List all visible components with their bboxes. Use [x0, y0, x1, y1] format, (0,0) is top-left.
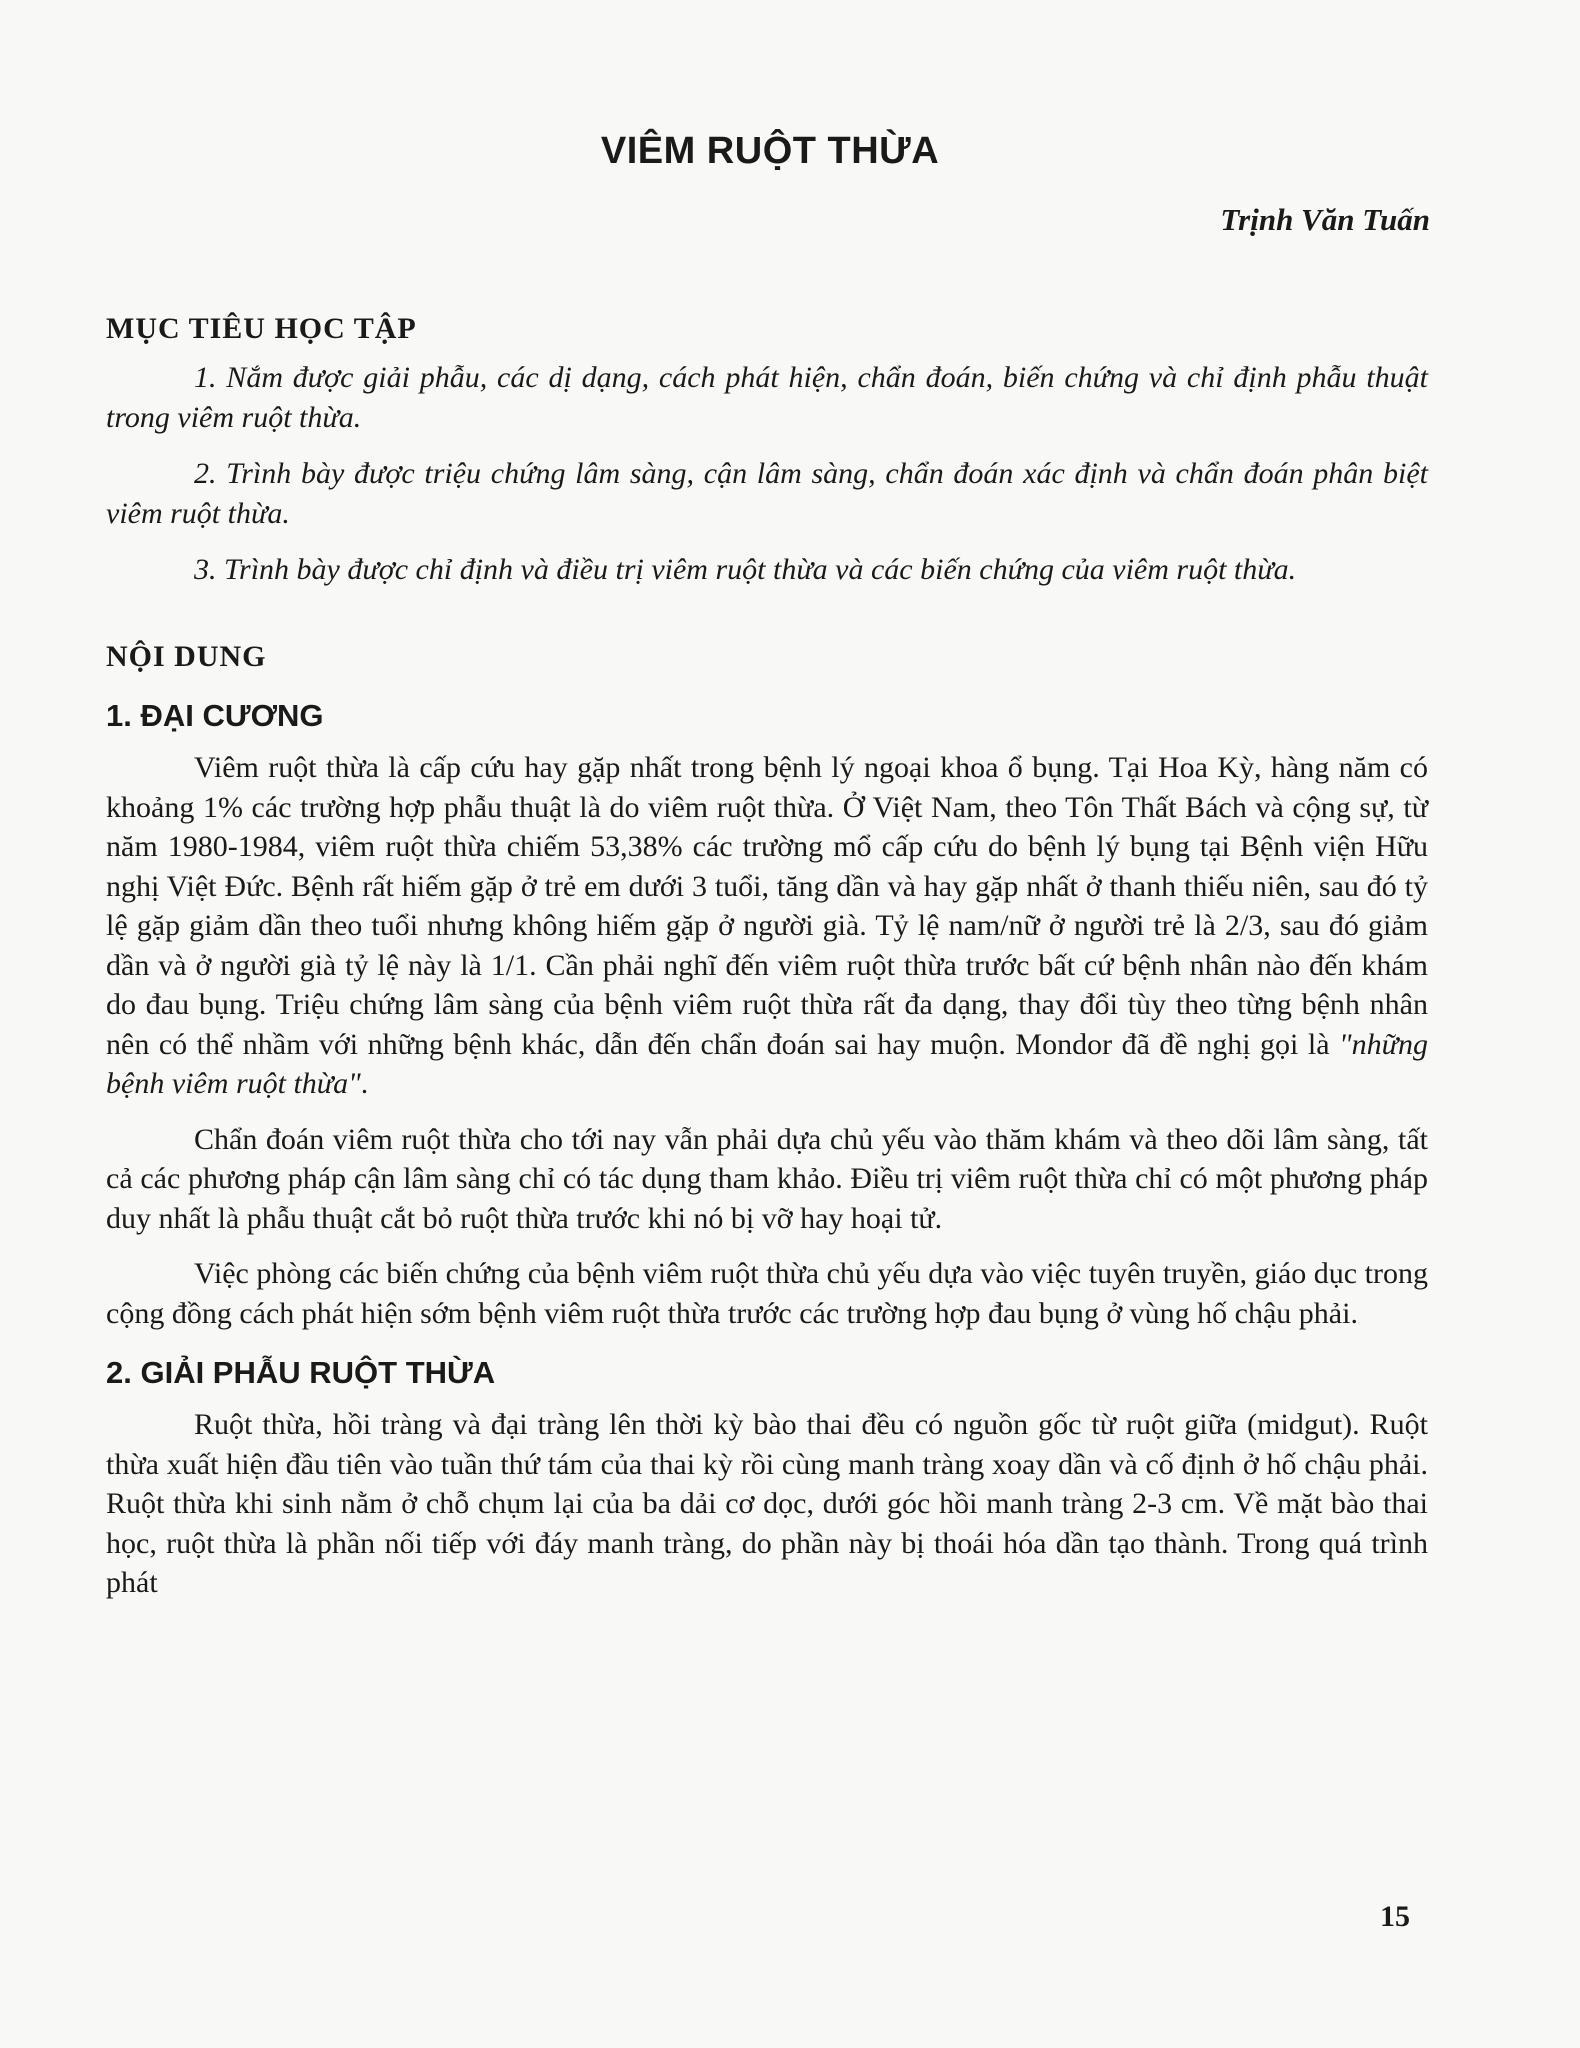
paragraph: Chẩn đoán viêm ruột thừa cho tới nay vẫn phải dựa chủ yếu vào thăm khám và theo dõi lâm sàng, tất cả các phương pháp cận lâm sàng chỉ có tác dụng tham khảo. Điều trị viêm ruột thừa chỉ có một phương pháp duy nhất là phẫu thuật cắt bỏ ruột thừa trước khi nó bị vỡ hay hoại tử.: [106, 1122, 1428, 1235]
content-heading: NỘI DUNG: [106, 640, 267, 673]
author-name: Trịnh Văn Tuấn: [1220, 202, 1430, 237]
section-heading-overview: 1. ĐẠI CƯƠNG: [106, 698, 324, 733]
paragraph-end: .: [360, 1067, 369, 1100]
paragraph: [106, 748, 1428, 1104]
objective-item: 2. Trình bày được triệu chứng lâm sàng, cận lâm sàng, chẩn đoán xác định và chẩn đoán phân biệt viêm ruột thừa.: [106, 457, 1428, 530]
paragraph: Việc phòng các biến chứng của bệnh viêm ruột thừa chủ yếu dựa vào việc tuyên truyền, giáo dục trong cộng đồng cách phát hiện sớm bệnh viêm ruột thừa trước các trường hợp đau bụng ở vùng hố chậu phải.: [106, 1257, 1428, 1330]
quoted-term: "những bệnh viêm ruột thừa": [106, 1027, 1429, 1100]
objective-item: 3. Trình bày được chỉ định và điều trị viêm ruột thừa và các biến chứng của viêm ruột thừa.: [194, 553, 1297, 586]
paragraph-text: Viêm ruột thừa là cấp cứu hay gặp nhất trong bệnh lý ngoại khoa ổ bụng. Tại Hoa Kỳ, hàng năm có khoảng 1% các trường hợp phẫu thuật là do viêm ruột thừa. Ở Việt Nam, theo Tôn Thất Bách và cộng sự, từ năm 1980-1984, viêm ruột thừa chiếm 53,38% các trường mổ cấp cứu do bệnh lý bụng tại Bệnh viện Hữu nghị Việt Đức. Bệnh rất hiếm gặp ở trẻ em dưới 3 tuổi, tăng dần và hay gặp nhất ở thanh thiếu niên, sau đó tỷ lệ gặp giảm dần theo tuổi nhưng không hiếm gặp ở người già. Tỷ lệ nam/nữ ở người trẻ là 2/3, sau đó giảm dần và ở người già tỷ lệ này là 1/1. Cần phải nghĩ đến viêm ruột thừa trước bất cứ bệnh nhân nào đến khám do đau bụng. Triệu chứng lâm sàng của bệnh viêm ruột thừa rất đa dạng, thay đổi tùy theo từng bệnh nhân nên có thể nhầm với những bệnh khác, dẫn đến chẩn đoán sai hay muộn. Mondor đã đề nghị gọi là: [106, 751, 1428, 1061]
section-heading-anatomy: 2. GIẢI PHẪU RUỘT THỪA: [106, 1355, 496, 1390]
objectives-heading: MỤC TIÊU HỌC TẬP: [106, 312, 417, 345]
document-body: [106, 312, 1428, 1619]
paragraph: Ruột thừa, hồi tràng và đại tràng lên thời kỳ bào thai đều có nguồn gốc từ ruột giữa (midgut). Ruột thừa xuất hiện đầu tiên vào tuần thứ tám của thai kỳ rồi cùng manh tràng xoay dần và cố định ở hố chậu phải. Ruột thừa khi sinh nằm ở chỗ chụm lại của ba dải cơ dọc, dưới góc hồi manh tràng 2-3 cm. Về mặt bào thai học, ruột thừa là phần nối tiếp với đáy manh tràng, do phần này bị thoái hóa dần tạo thành. Trong quá trình phát: [106, 1408, 1428, 1599]
page-title: VIÊM RUỘT THỪA: [600, 130, 940, 172]
objective-item: 1. Nắm được giải phẫu, các dị dạng, cách phát hiện, chẩn đoán, biến chứng và chỉ định phẫu thuật trong viêm ruột thừa.: [106, 361, 1428, 434]
page-number: 15: [1380, 1900, 1410, 1933]
